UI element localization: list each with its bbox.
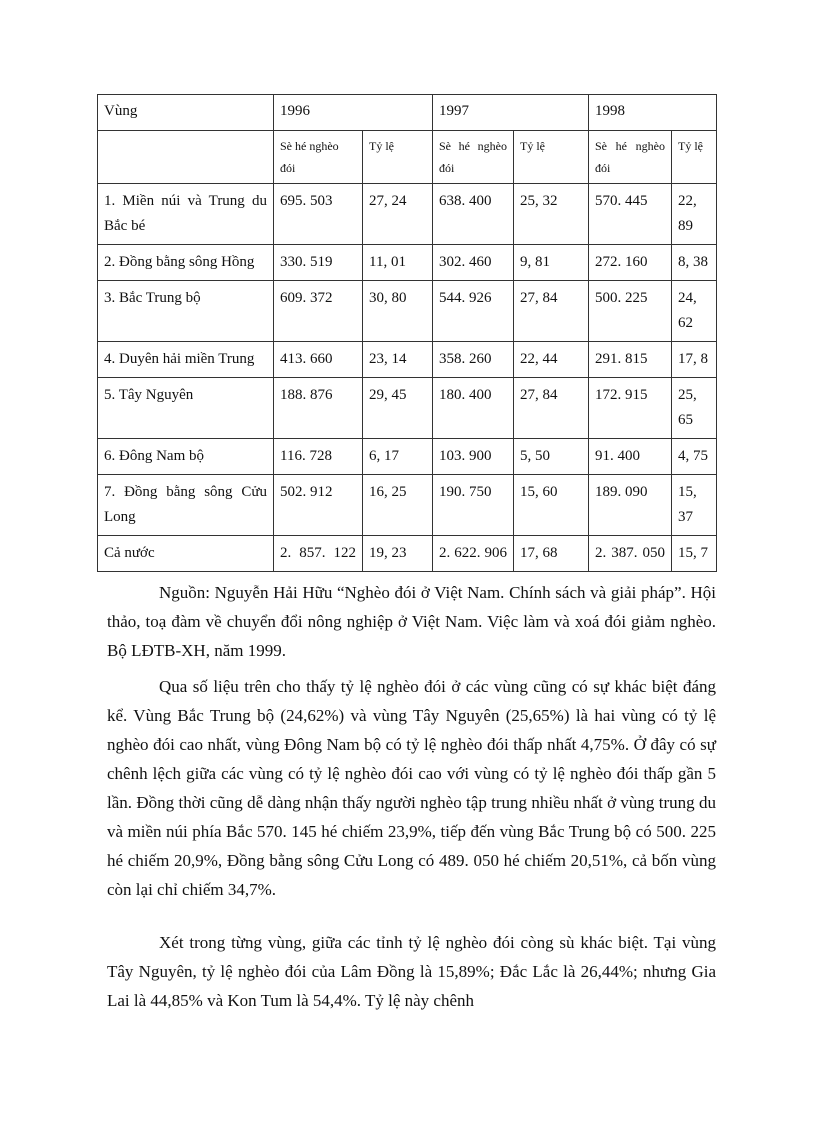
region-cell: 6. Đông Nam bộ — [98, 439, 274, 475]
total-rate-cell: 17, 68 — [514, 536, 589, 572]
rate-cell: 25, 32 — [514, 184, 589, 245]
rate-cell: 17, 8 — [672, 342, 717, 378]
rate-cell: 4, 75 — [672, 439, 717, 475]
region-header-cell: Vùng — [98, 95, 274, 131]
rate-cell: 11, 01 — [363, 245, 433, 281]
total-households-value: 2. 857. 122 — [280, 545, 356, 561]
households-cell: 413. 660 — [274, 342, 363, 378]
households-subheader-cell: Sè hé nghèo đói — [274, 131, 363, 184]
rate-subheader-cell: Tỷ lệ — [672, 131, 717, 184]
source-citation — [107, 578, 716, 665]
body-paragraph-1 — [107, 672, 716, 904]
households-cell: 188. 876 — [274, 378, 363, 439]
region-cell: 1. Miền núi và Trung du Bắc bé — [98, 184, 274, 245]
rate-cell: 27, 84 — [514, 281, 589, 342]
table-row — [98, 184, 717, 245]
paragraph-text: Qua số liệu trên cho thấy tỷ lệ nghèo đói ở các vùng cũng có sự khác biệt đáng kể. Vùng Bắc Trung bộ (24,62%) và vùng Tây Nguyên (25,65%) là hai vùng có tỷ lệ nghèo đói cao nhất, vùng Đông Nam bộ có tỷ lệ nghèo đói thấp nhất 4,75%. Ở đây có sự chênh lệch giữa các vùng có tỷ lệ nghèo đói cao với vùng có tỷ lệ nghèo đói thấp gần 5 lần. Đồng thời cũng dễ dàng nhận thấy người nghèo tập trung nhiều nhất ở vùng trung du và miền núi phía Bắc 570. 145 hé chiếm 23,9%, tiếp đến vùng Bắc Trung bộ có 500. 225 hé chiếm 20,9%, Đồng bằng sông Cửu Long có 489. 050 hé chiếm 20,51%, cả bốn vùng còn lại chỉ chiếm 34,7%. — [107, 677, 716, 899]
households-cell: 180. 400 — [433, 378, 514, 439]
rate-cell: 27, 84 — [514, 378, 589, 439]
households-cell: 272. 160 — [589, 245, 672, 281]
rate-subheader-cell: Tỷ lệ — [514, 131, 589, 184]
rate-cell: 8, 38 — [672, 245, 717, 281]
table-row — [98, 342, 717, 378]
households-cell: 116. 728 — [274, 439, 363, 475]
households-cell: 695. 503 — [274, 184, 363, 245]
total-households-cell — [589, 536, 672, 572]
paragraph-text: Xét trong từng vùng, giữa các tỉnh tỷ lệ nghèo đói còng sù khác biệt. Tại vùng Tây Nguyên, tỷ lệ nghèo đói của Lâm Đồng là 15,89%; Đắc Lắc là 26,44%; nhưng Gia Lai là 44,85% và Kon Tum là 54,4%. Tỷ lệ này chênh — [107, 933, 716, 1010]
year-header-cell: 1996 — [274, 95, 433, 131]
households-cell: 291. 815 — [589, 342, 672, 378]
households-cell: 500. 225 — [589, 281, 672, 342]
poverty-table — [97, 94, 717, 572]
region-cell: 7. Đồng bằng sông Cửu Long — [98, 475, 274, 536]
rate-cell: 25, 65 — [672, 378, 717, 439]
total-row — [98, 536, 717, 572]
table-row — [98, 281, 717, 342]
source-text: Nguồn: Nguyễn Hải Hữu “Nghèo đói ở Việt Nam. Chính sách và giải pháp”. Hội thảo, toạ đàm về chuyển đổi nông nghiệp ở Việt Nam. Việc làm và xoá đói giảm nghèo. Bộ LĐTB-XH, năm 1999. — [107, 583, 716, 660]
households-cell: 638. 400 — [433, 184, 514, 245]
table-header-row — [98, 95, 717, 131]
households-cell: 302. 460 — [433, 245, 514, 281]
region-cell: 5. Tây Nguyên — [98, 378, 274, 439]
rate-cell: 23, 14 — [363, 342, 433, 378]
year-header-cell: 1997 — [433, 95, 589, 131]
households-subheader-cell: Sè hé nghèo đói — [589, 131, 672, 184]
rate-cell: 29, 45 — [363, 378, 433, 439]
households-cell: 172. 915 — [589, 378, 672, 439]
total-households-value: 2. 622. 906 — [439, 545, 507, 561]
households-cell: 91. 400 — [589, 439, 672, 475]
total-rate-cell: 19, 23 — [363, 536, 433, 572]
table-row — [98, 378, 717, 439]
households-cell: 330. 519 — [274, 245, 363, 281]
rate-cell: 22, 89 — [672, 184, 717, 245]
rate-cell: 30, 80 — [363, 281, 433, 342]
households-cell: 570. 445 — [589, 184, 672, 245]
households-subheader-cell: Sè hé nghèo đói — [433, 131, 514, 184]
total-region-cell: Cả nước — [98, 536, 274, 572]
total-households-value: 2. 387. 050 — [595, 545, 665, 561]
table-row — [98, 475, 717, 536]
total-rate-cell: 15, 7 — [672, 536, 717, 572]
households-cell: 189. 090 — [589, 475, 672, 536]
rate-cell: 15, 37 — [672, 475, 717, 536]
region-cell: 3. Bắc Trung bộ — [98, 281, 274, 342]
households-cell: 190. 750 — [433, 475, 514, 536]
rate-cell: 16, 25 — [363, 475, 433, 536]
table-row — [98, 439, 717, 475]
rate-cell: 9, 81 — [514, 245, 589, 281]
households-cell: 544. 926 — [433, 281, 514, 342]
empty-subheader-cell — [98, 131, 274, 184]
households-cell: 358. 260 — [433, 342, 514, 378]
table-row — [98, 245, 717, 281]
rate-cell: 24, 62 — [672, 281, 717, 342]
households-cell: 103. 900 — [433, 439, 514, 475]
households-cell: 502. 912 — [274, 475, 363, 536]
households-cell: 609. 372 — [274, 281, 363, 342]
total-households-cell — [274, 536, 363, 572]
body-paragraph-2 — [107, 928, 716, 1015]
table-subheader-row — [98, 131, 717, 184]
rate-cell: 22, 44 — [514, 342, 589, 378]
region-cell: 4. Duyên hải miền Trung — [98, 342, 274, 378]
total-households-cell — [433, 536, 514, 572]
rate-subheader-cell: Tỷ lệ — [363, 131, 433, 184]
rate-cell: 15, 60 — [514, 475, 589, 536]
rate-cell: 5, 50 — [514, 439, 589, 475]
year-header-cell: 1998 — [589, 95, 717, 131]
rate-cell: 6, 17 — [363, 439, 433, 475]
region-cell: 2. Đồng bằng sông Hồng — [98, 245, 274, 281]
rate-cell: 27, 24 — [363, 184, 433, 245]
